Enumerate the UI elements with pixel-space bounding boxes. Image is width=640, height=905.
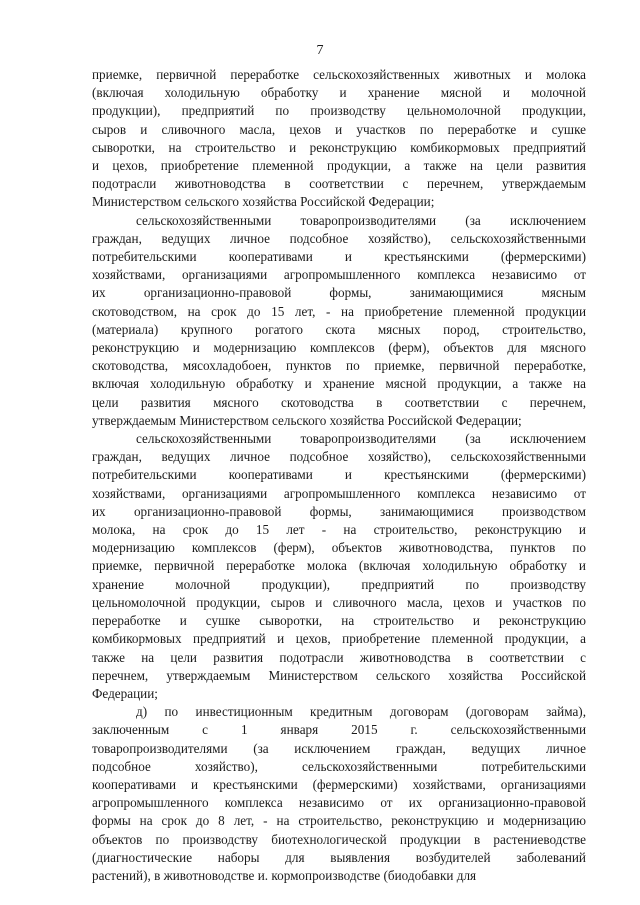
text-line: хозяйствами, организациями агропромышленного комплекса независимо от bbox=[92, 485, 586, 501]
text-line: граждан, ведущих личное подсобное хозяйство), сельскохозяйственными bbox=[92, 449, 586, 465]
text-line: потребительскими кооперативами и крестьянскими (фермерскими) bbox=[92, 249, 586, 265]
text-line: сельскохозяйственными товаропроизводителями (за исключением bbox=[136, 431, 586, 447]
text-line: включая холодильную обработку и хранение мясной продукции, а также на bbox=[92, 376, 586, 392]
text-line: сыворотки, на строительство и реконструкцию комбикормовых предприятий bbox=[92, 139, 586, 155]
text-line: также на цели развития подотрасли животноводства в соответствии с bbox=[92, 649, 586, 665]
text-line: (материала) крупного рогатого скота мясных пород, строительство, bbox=[92, 321, 586, 337]
text-line: цельномолочной продукции, сыров и сливочного масла, цехов и участков по bbox=[92, 594, 586, 610]
text-line: цели развития мясного скотоводства в соответствии с перечнем, bbox=[92, 394, 586, 410]
text-line: подсобное хозяйство), сельскохозяйственными потребительскими bbox=[92, 758, 586, 774]
text-line: переработке и сушке сыворотки, на строительство и реконструкцию bbox=[92, 613, 586, 629]
text-line: растений), в животноводстве и. кормопроизводстве (биодобавки для bbox=[92, 867, 477, 883]
text-line: реконструкцию и модернизацию комплексов (ферм), объектов для мясного bbox=[92, 340, 586, 356]
text-line: хозяйствами, организациями агропромышленного комплекса независимо от bbox=[92, 267, 586, 283]
text-line: Федерации; bbox=[92, 685, 158, 701]
paragraph bbox=[92, 703, 586, 885]
text-line: формы на срок до 8 лет, - на строительство, реконструкцию и модернизацию bbox=[92, 813, 586, 829]
text-line: перечнем, утверждаемым Министерством сельского хозяйства Российской bbox=[92, 667, 586, 683]
text-line: подотрасли животноводства в соответствии с перечнем, утверждаемым bbox=[92, 176, 586, 192]
text-line: хранение молочной продукции), предприятий по производству bbox=[92, 576, 586, 592]
text-line: сельскохозяйственными товаропроизводителями (за исключением bbox=[136, 212, 586, 228]
text-line: комбикормовых предприятий и цехов, приобретение племенной продукции, а bbox=[92, 631, 586, 647]
text-line: д) по инвестиционным кредитным договорам (договорам займа), bbox=[136, 704, 586, 720]
text-line: заключенным с 1 января 2015 г. сельскохозяйственными bbox=[92, 722, 586, 738]
text-line: агропромышленного комплекса независимо от их организационно-правовой bbox=[92, 795, 586, 811]
text-line: объектов по производству биотехнологической продукции в растениеводстве bbox=[92, 831, 586, 847]
text-line: граждан, ведущих личное подсобное хозяйство), сельскохозяйственными bbox=[92, 230, 586, 246]
text-line: их организационно-правовой формы, занимающимися производством bbox=[92, 503, 586, 519]
text-line: (диагностические наборы для выявления возбудителей заболеваний bbox=[92, 849, 586, 865]
text-line: их организационно-правовой формы, занимающимися мясным bbox=[92, 285, 586, 301]
text-line: (включая холодильную обработку и хранение мясной и молочной bbox=[92, 85, 586, 101]
text-line: сыров и сливочного масла, цехов и участков по переработке и сушке bbox=[92, 121, 586, 137]
text-line: молока, на срок до 15 лет - на строительство, реконструкцию и bbox=[92, 522, 586, 538]
paragraph bbox=[92, 66, 586, 212]
text-line: кооперативами и крестьянскими (фермерскими) хозяйствами, организациями bbox=[92, 776, 586, 792]
text-line: продукции), предприятий по производству цельномолочной продукции, bbox=[92, 103, 586, 119]
text-line: скотоводством, на срок до 15 лет, - на приобретение племенной продукции bbox=[92, 303, 586, 319]
paragraph bbox=[92, 430, 586, 703]
text-line: и цехов, приобретение племенной продукции, а также на цели развития bbox=[92, 158, 586, 174]
text-line: приемке, первичной переработке сельскохозяйственных животных и молока bbox=[92, 67, 586, 82]
text-line: приемке, первичной переработке молока (включая холодильную обработку и bbox=[92, 558, 586, 574]
text-line: скотоводства, мясохладобоен, пунктов по приемке, первичной переработке, bbox=[92, 358, 586, 374]
text-line: утверждаемым Министерством сельского хозяйства Российской Федерации; bbox=[92, 412, 522, 428]
page-number: 7 bbox=[316, 43, 324, 58]
text-line: модернизацию комплексов (ферм), объектов животноводства, пунктов по bbox=[92, 540, 586, 556]
text-line: Министерством сельского хозяйства Российской Федерации; bbox=[92, 194, 435, 210]
paragraph bbox=[92, 212, 586, 430]
text-line: потребительскими кооперативами и крестьянскими (фермерскими) bbox=[92, 467, 586, 483]
document-body bbox=[92, 66, 586, 885]
text-line: товаропроизводителями (за исключением граждан, ведущих личное bbox=[92, 740, 586, 756]
